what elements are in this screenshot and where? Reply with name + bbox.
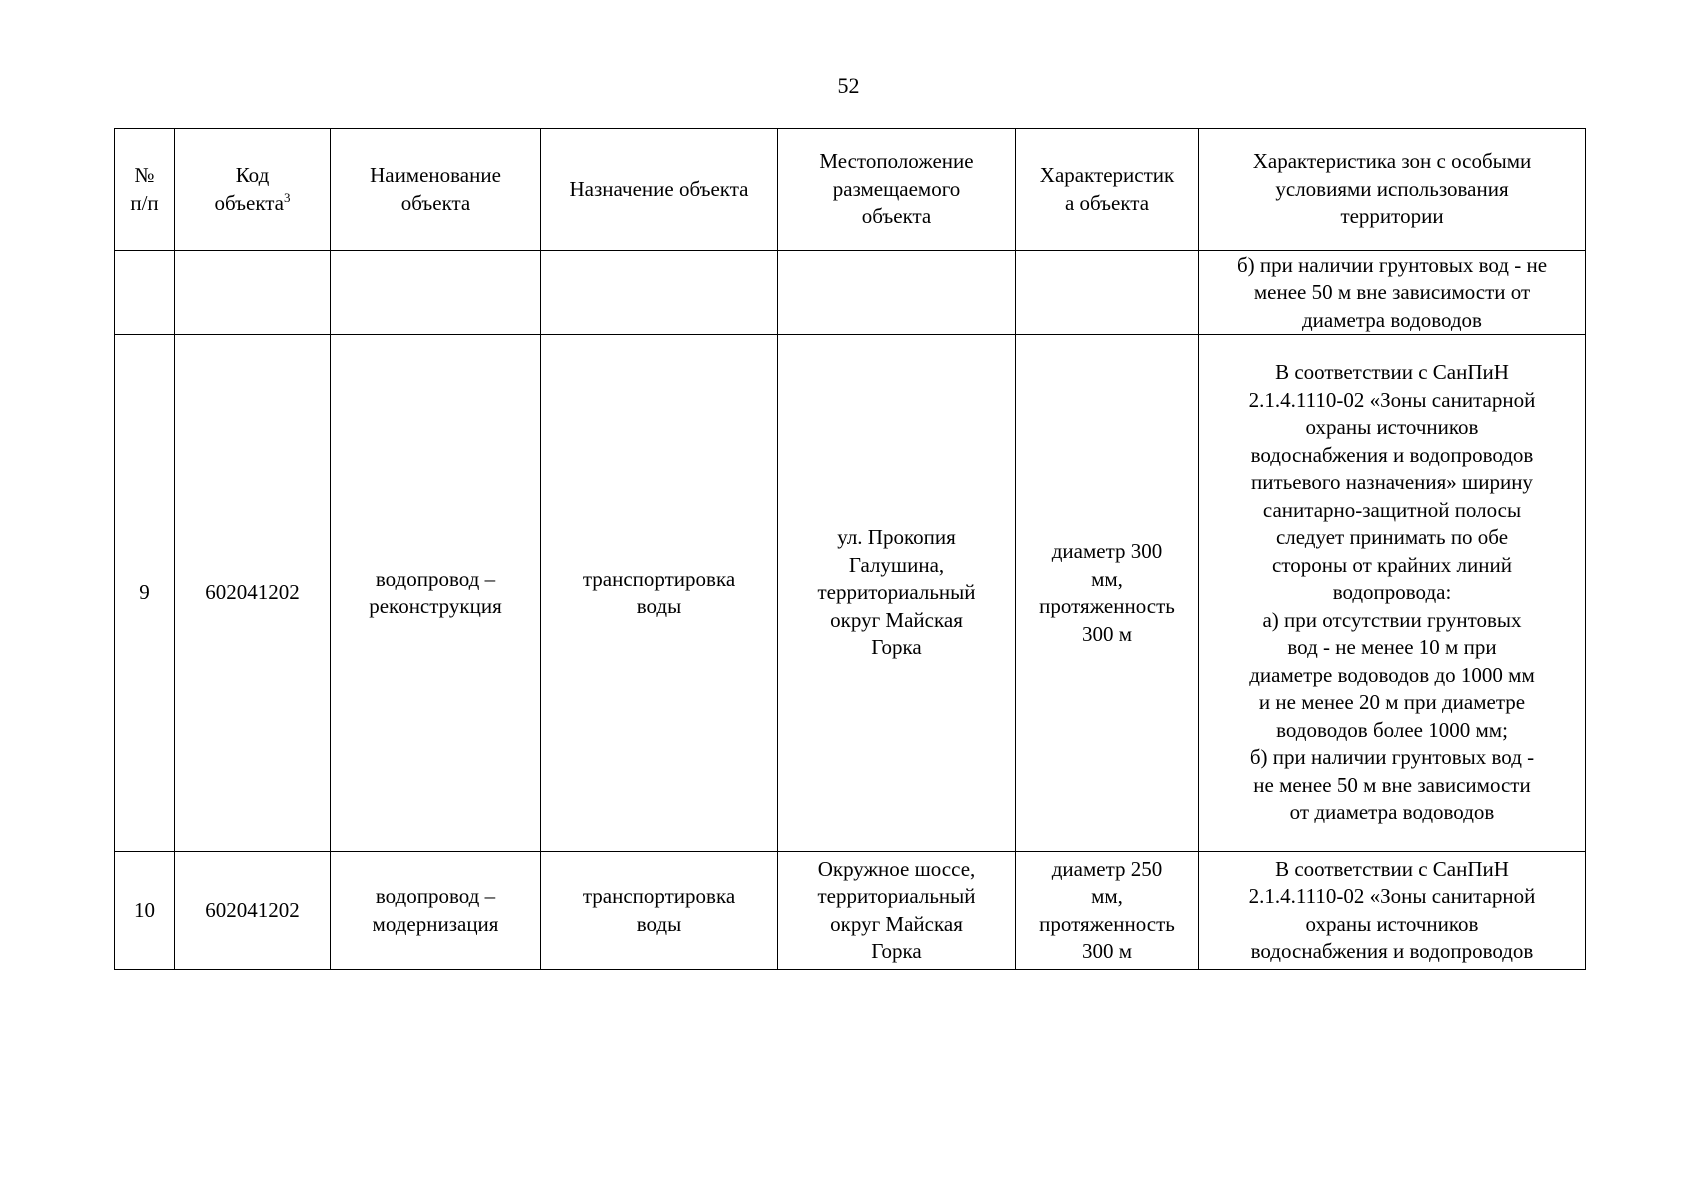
cell-empty [778,251,1016,335]
cell-empty [175,251,331,335]
objects-table [114,128,1586,970]
header-location: Местоположение размещаемого объекта [778,129,1016,251]
cell-characteristic: диаметр 300 мм, протяженность 300 м [1016,335,1199,852]
cell-name: водопровод – модернизация [331,852,541,970]
header-code [175,129,331,251]
cell-zones: В соответствии с СанПиН 2.1.4.1110-02 «Зоны санитарной охраны источников водоснабжения и водопроводов питьевого назначения» ширину санитарно-защитной полосы следует принимать по обе стороны от крайних линий водопровода: а) при отсутствии грунтовых вод - не менее 10 м при диаметре водоводов до 1000 мм и не менее 20 м при диаметре водоводов более 1000 мм; б) при наличии грунтовых вод - не менее 50 м вне зависимости от диаметра водоводов [1199,335,1586,852]
table-row [115,852,1586,970]
cell-empty [115,251,175,335]
header-name: Наименование объекта [331,129,541,251]
cell-location: Окружное шоссе, территориальный округ Майская Горка [778,852,1016,970]
page-number: 52 [837,73,860,98]
cell-characteristic: диаметр 250 мм, протяженность 300 м [1016,852,1199,970]
cell-empty [1016,251,1199,335]
cell-num: 10 [115,852,175,970]
cell-code: 602041202 [175,852,331,970]
cell-name: водопровод – реконструкция [331,335,541,852]
header-purpose: Назначение объекта [541,129,778,251]
cell-purpose: транспортировка воды [541,852,778,970]
cell-num: 9 [115,335,175,852]
header-code-footnote: 3 [284,189,291,205]
cell-empty [541,251,778,335]
header-characteristic: Характеристик а объекта [1016,129,1199,251]
cell-purpose: транспортировка воды [541,335,778,852]
header-num: № п/п [115,129,175,251]
cell-code: 602041202 [175,335,331,852]
cell-empty [331,251,541,335]
table-row-continuation [115,251,1586,335]
cell-location: ул. Прокопия Галушина, территориальный округ Майская Горка [778,335,1016,852]
cell-zones: В соответствии с СанПиН 2.1.4.1110-02 «Зоны санитарной охраны источников водоснабжения и водопроводов [1199,852,1586,970]
cell-zones: б) при наличии грунтовых вод - не менее 50 м вне зависимости от диаметра водоводов [1199,251,1586,335]
header-code-label: Код объекта [214,163,285,215]
table-header-row [115,129,1586,251]
header-zones: Характеристика зон с особыми условиями использования территории [1199,129,1586,251]
table-row [115,335,1586,852]
